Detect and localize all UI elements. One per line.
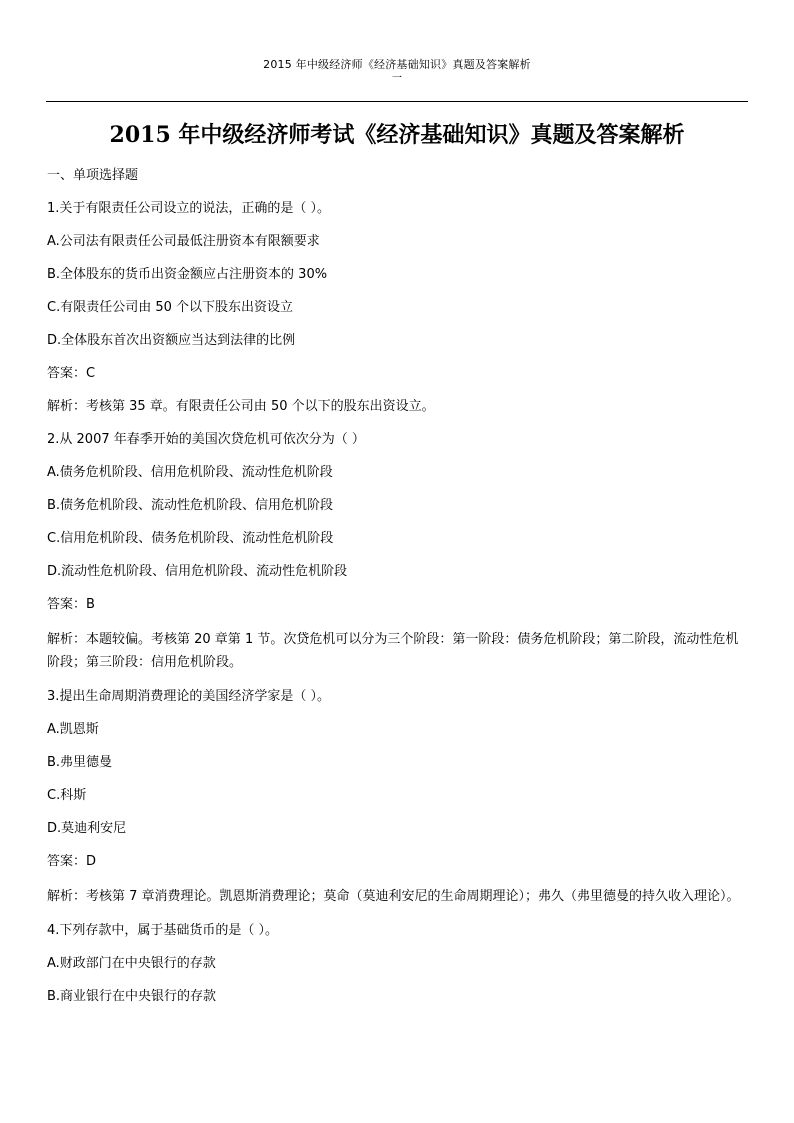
option-b: B.债务危机阶段、流动性危机阶段、信用危机阶段 xyxy=(47,498,334,513)
option-b: B.商业银行在中央银行的存款 xyxy=(47,989,217,1004)
option-a: A.债务危机阶段、信用危机阶段、流动性危机阶段 xyxy=(47,465,333,480)
option-c: C.科斯 xyxy=(47,788,87,803)
option-c: C.信用危机阶段、债务危机阶段、流动性危机阶段 xyxy=(47,531,334,546)
header-page-mark: 一 xyxy=(392,73,402,84)
question-4 xyxy=(47,921,747,1007)
option-a: A.公司法有限责任公司最低注册资本有限额要求 xyxy=(47,234,320,249)
answer: 答案：B xyxy=(47,597,95,612)
explanation: 解析：考核第 7 章消费理论。凯恩斯消费理论；莫命（莫迪利安尼的生命周期理论）；弗久（弗里德曼的持久收入理论）。 xyxy=(47,889,740,904)
section-heading: 一、单项选择题 xyxy=(47,168,139,183)
document-title: 2015 年中级经济师考试《经济基础知识》真题及答案解析 xyxy=(109,122,685,148)
explanation: 解析：考核第 35 章。有限责任公司由 50 个以下的股东出资设立。 xyxy=(47,399,435,414)
option-a: A.财政部门在中央银行的存款 xyxy=(47,956,216,971)
question-1 xyxy=(47,199,747,430)
running-header: 2015 年中级经济师《经济基础知识》真题及答案解析 xyxy=(263,58,531,71)
document-body xyxy=(47,166,747,1007)
question-stem: 3.提出生命周期消费理论的美国经济学家是（ ）。 xyxy=(47,689,331,704)
option-c: C.有限责任公司由 50 个以下股东出资设立 xyxy=(47,300,294,315)
option-a: A.凯恩斯 xyxy=(47,722,99,737)
question-stem: 1.关于有限责任公司设立的说法，正确的是（ ）。 xyxy=(47,201,331,216)
answer: 答案：C xyxy=(47,366,96,381)
question-3 xyxy=(47,687,747,921)
header-divider xyxy=(46,101,748,102)
option-b: B.全体股东的货币出资金额应占注册资本的 30% xyxy=(47,267,328,282)
option-d: D.流动性危机阶段、信用危机阶段、流动性危机阶段 xyxy=(47,564,348,579)
question-stem: 4.下列存款中，属于基础货币的是（ ）。 xyxy=(47,923,279,938)
option-d: D.莫迪利安尼 xyxy=(47,821,127,836)
option-b: B.弗里德曼 xyxy=(47,755,113,770)
answer: 答案：D xyxy=(47,854,97,869)
explanation: 解析：本题较偏。考核第 20 章第 1 节。次贷危机可以分为三个阶段：第一阶段：债务危机阶段；第二阶段，流动性危机阶段；第三阶段：信用危机阶段。 xyxy=(47,632,739,670)
question-2 xyxy=(47,430,747,687)
question-stem: 2.从 2007 年春季开始的美国次贷危机可依次分为（ ） xyxy=(47,432,365,447)
option-d: D.全体股东首次出资额应当达到法律的比例 xyxy=(47,333,296,348)
